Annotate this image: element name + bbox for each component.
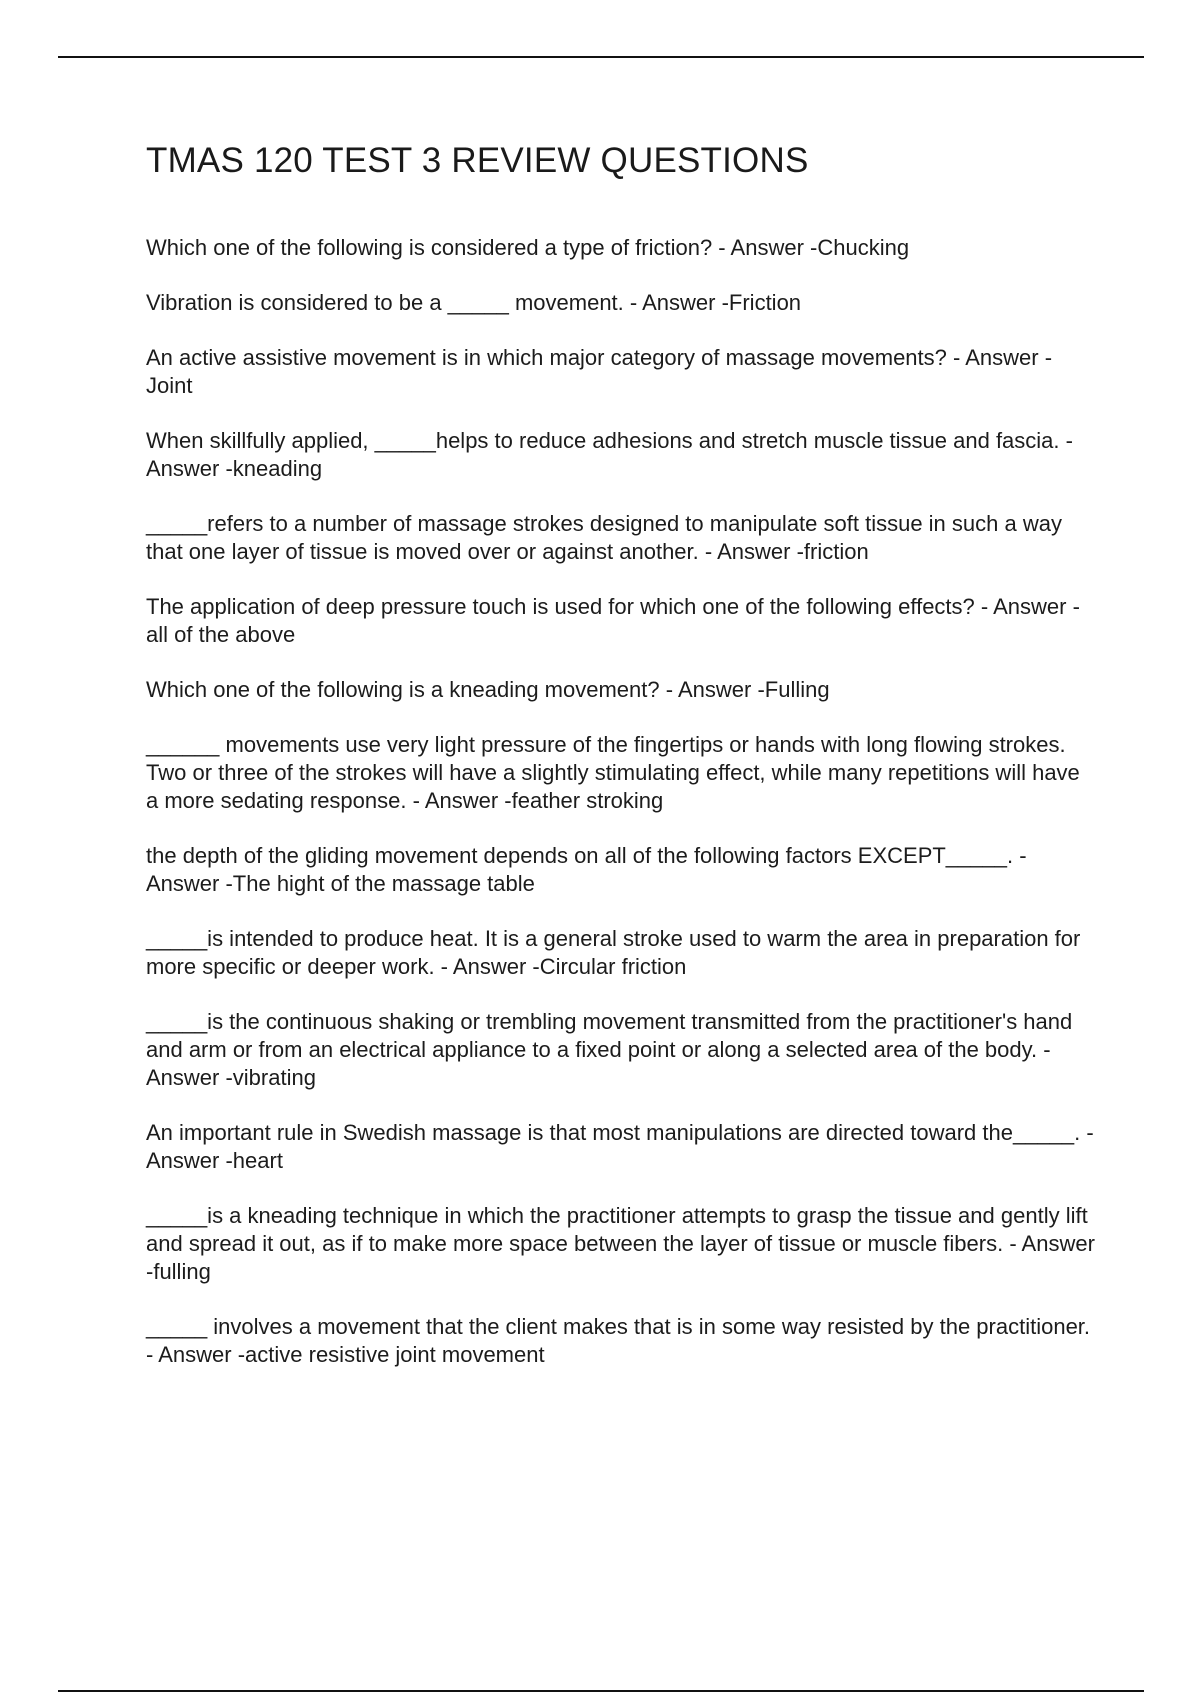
question-text: _____is a kneading technique in which the practitioner attempts to grasp the tissue and gently lift and spread it out, as if to make more space between the layer of tissue or muscle fibers. - <box>146 1203 1088 1256</box>
qa-item <box>146 234 1096 262</box>
question-text: _____ involves a movement that the client makes that is in some way resisted by the practitioner. - <box>146 1314 1091 1367</box>
answer-text: Answer -vibrating <box>146 1065 316 1090</box>
qa-item <box>146 1008 1096 1092</box>
answer-text: Answer -Friction <box>642 290 802 315</box>
question-text: Which one of the following is considered a type of friction? - <box>146 235 731 260</box>
document-title: TMAS 120 TEST 3 REVIEW QUESTIONS <box>146 141 809 180</box>
question-text: ______ movements use very light pressure of the fingertips or hands with long flowing strokes. Two or three of the strokes will have a slightly stimulating effect, while many repetitions will have a more sedating response. - <box>146 732 1080 813</box>
question-text: _____is intended to produce heat. It is a general stroke used to warm the area in preparation for more specific or deeper work. - <box>146 926 1081 979</box>
question-text: the depth of the gliding movement depends on all of the following factors EXCEPT_____. - <box>146 843 1027 868</box>
answer-text: Answer -active resistive joint movement <box>158 1342 545 1367</box>
question-text: _____refers to a number of massage strokes designed to manipulate soft tissue in such a way that one layer of tissue is moved over or against another. - <box>146 511 1062 564</box>
answer-text: Answer -The hight of the massage table <box>146 871 535 896</box>
qa-item <box>146 593 1096 649</box>
qa-item <box>146 289 1096 317</box>
bottom-rule <box>58 1690 1144 1692</box>
qa-item <box>146 925 1096 981</box>
qa-item <box>146 842 1096 898</box>
question-text: The application of deep pressure touch is used for which one of the following effects? - <box>146 594 994 619</box>
qa-item <box>146 344 1096 400</box>
answer-text: Answer -Chucking <box>730 235 910 260</box>
question-text: An active assistive movement is in which major category of massage movements? - <box>146 345 966 370</box>
question-text: Vibration is considered to be a _____ movement. - <box>146 290 643 315</box>
qa-item <box>146 1119 1096 1175</box>
answer-text: Answer -Fulling <box>677 677 830 702</box>
question-text: An important rule in Swedish massage is that most manipulations are directed toward the_____. - <box>146 1120 1094 1145</box>
answer-text: Answer -Circular friction <box>452 954 687 979</box>
qa-item <box>146 427 1096 483</box>
answer-text: Answer -Joint <box>146 345 1053 398</box>
qa-item <box>146 1313 1096 1369</box>
qa-list <box>146 234 1096 1369</box>
question-text: _____is the continuous shaking or trembling movement transmitted from the practitioner's hand and arm or from an electrical appliance to a fixed point or along a selected area of the body. - <box>146 1009 1073 1062</box>
question-text: When skillfully applied, _____helps to reduce adhesions and stretch muscle tissue and fascia. - <box>146 428 1073 453</box>
answer-text: Answer -feather stroking <box>424 788 664 813</box>
answer-text: Answer -kneading <box>146 456 323 481</box>
answer-text: Answer -all of the above <box>146 594 1080 647</box>
qa-item <box>146 510 1096 566</box>
answer-text: Answer -heart <box>146 1148 283 1173</box>
top-rule <box>58 56 1144 58</box>
answer-text: Answer -fulling <box>146 1231 1095 1284</box>
qa-item <box>146 676 1096 704</box>
answer-text: Answer -friction <box>717 539 869 564</box>
question-text: Which one of the following is a kneading movement? - <box>146 677 678 702</box>
qa-item <box>146 1202 1096 1286</box>
document-body <box>146 140 1096 1396</box>
qa-item <box>146 731 1096 815</box>
